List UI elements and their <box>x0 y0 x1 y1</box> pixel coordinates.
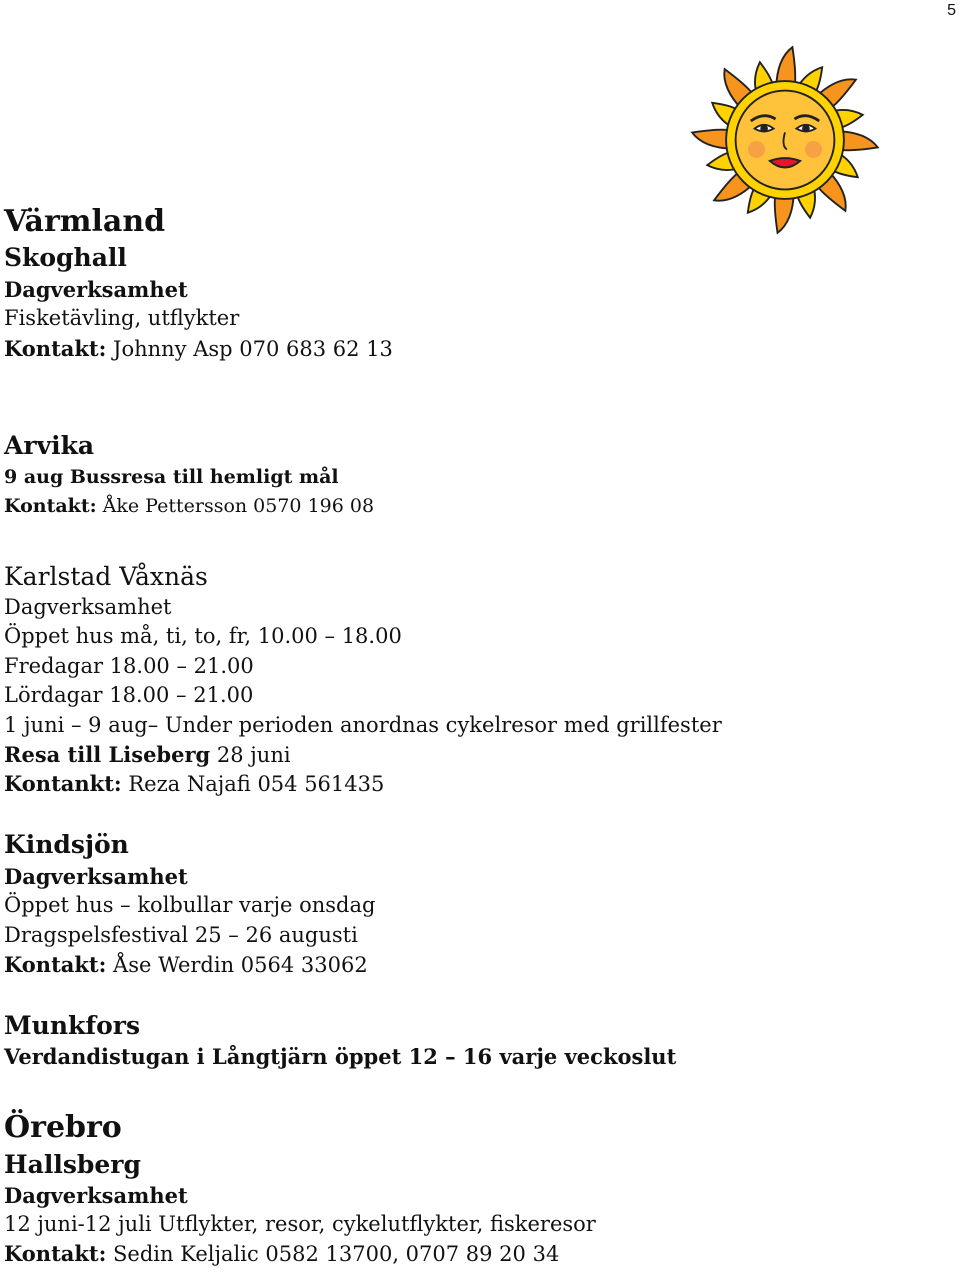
contact-value: Åke Pettersson 0570 196 08 <box>96 495 375 517</box>
munkfors-info: Verdandistugan i Långtjärn öppet 12 – 16 varje veckoslut <box>4 1044 677 1069</box>
sun-icon <box>690 45 880 235</box>
kindsjon-contact <box>4 954 368 976</box>
hallsberg-activities: 12 juni-12 juli Utflykter, resor, cykelutflykter, fiskeresor <box>4 1212 596 1236</box>
skoghall-activities: Fisketävling, utflykter <box>4 306 240 330</box>
region-heading-varmland: Värmland <box>4 204 166 239</box>
arvika-contact <box>4 497 374 516</box>
kindsjon-type: Dagverksamhet <box>4 864 188 889</box>
contact-value: Åse Werdin 0564 33062 <box>106 953 368 977</box>
karlstad-type: Dagverksamhet <box>4 595 172 619</box>
region-heading-orebro: Örebro <box>4 1110 122 1145</box>
karlstad-open-weekdays: Öppet hus må, ti, to, fr, 10.00 – 18.00 <box>4 624 402 648</box>
karlstad-open-saturdays: Lördagar 18.00 – 21.00 <box>4 683 254 707</box>
page-number: 5 <box>947 2 956 19</box>
trip-label: Resa till Liseberg <box>4 742 211 767</box>
contact-label: Kontakt: <box>4 336 107 361</box>
trip-value: 28 juni <box>210 743 291 767</box>
place-heading-arvika: Arvika <box>4 431 95 460</box>
contact-label: Kontakt: <box>4 952 107 977</box>
kindsjon-open: Öppet hus – kolbullar varje onsdag <box>4 893 376 917</box>
contact-label: Kontakt: <box>4 495 97 517</box>
karlstad-open-fridays: Fredagar 18.00 – 21.00 <box>4 654 254 678</box>
contact-value: Sedin Keljalic 0582 13700, 0707 89 20 34 <box>106 1242 560 1266</box>
place-heading-karlstad: Karlstad Våxnäs <box>4 562 208 591</box>
skoghall-contact <box>4 338 393 360</box>
contact-label: Kontankt: <box>4 771 122 796</box>
karlstad-trip <box>4 744 291 766</box>
skoghall-type: Dagverksamhet <box>4 277 188 302</box>
hallsberg-type: Dagverksamhet <box>4 1183 188 1208</box>
place-heading-munkfors: Munkfors <box>4 1011 141 1040</box>
arvika-event: 9 aug Bussresa till hemligt mål <box>4 466 339 488</box>
karlstad-summer: 1 juni – 9 aug– Under perioden anordnas cykelresor med grillfester <box>4 713 722 737</box>
contact-value: Johnny Asp 070 683 62 13 <box>106 337 393 361</box>
place-heading-skoghall: Skoghall <box>4 243 127 272</box>
place-heading-hallsberg: Hallsberg <box>4 1150 141 1179</box>
place-heading-kindsjon: Kindsjön <box>4 830 129 859</box>
hallsberg-contact <box>4 1243 559 1265</box>
contact-value: Reza Najafi 054 561435 <box>121 772 385 796</box>
kindsjon-festival: Dragspelsfestival 25 – 26 augusti <box>4 923 358 947</box>
contact-label: Kontakt: <box>4 1241 107 1266</box>
karlstad-contact <box>4 773 384 795</box>
